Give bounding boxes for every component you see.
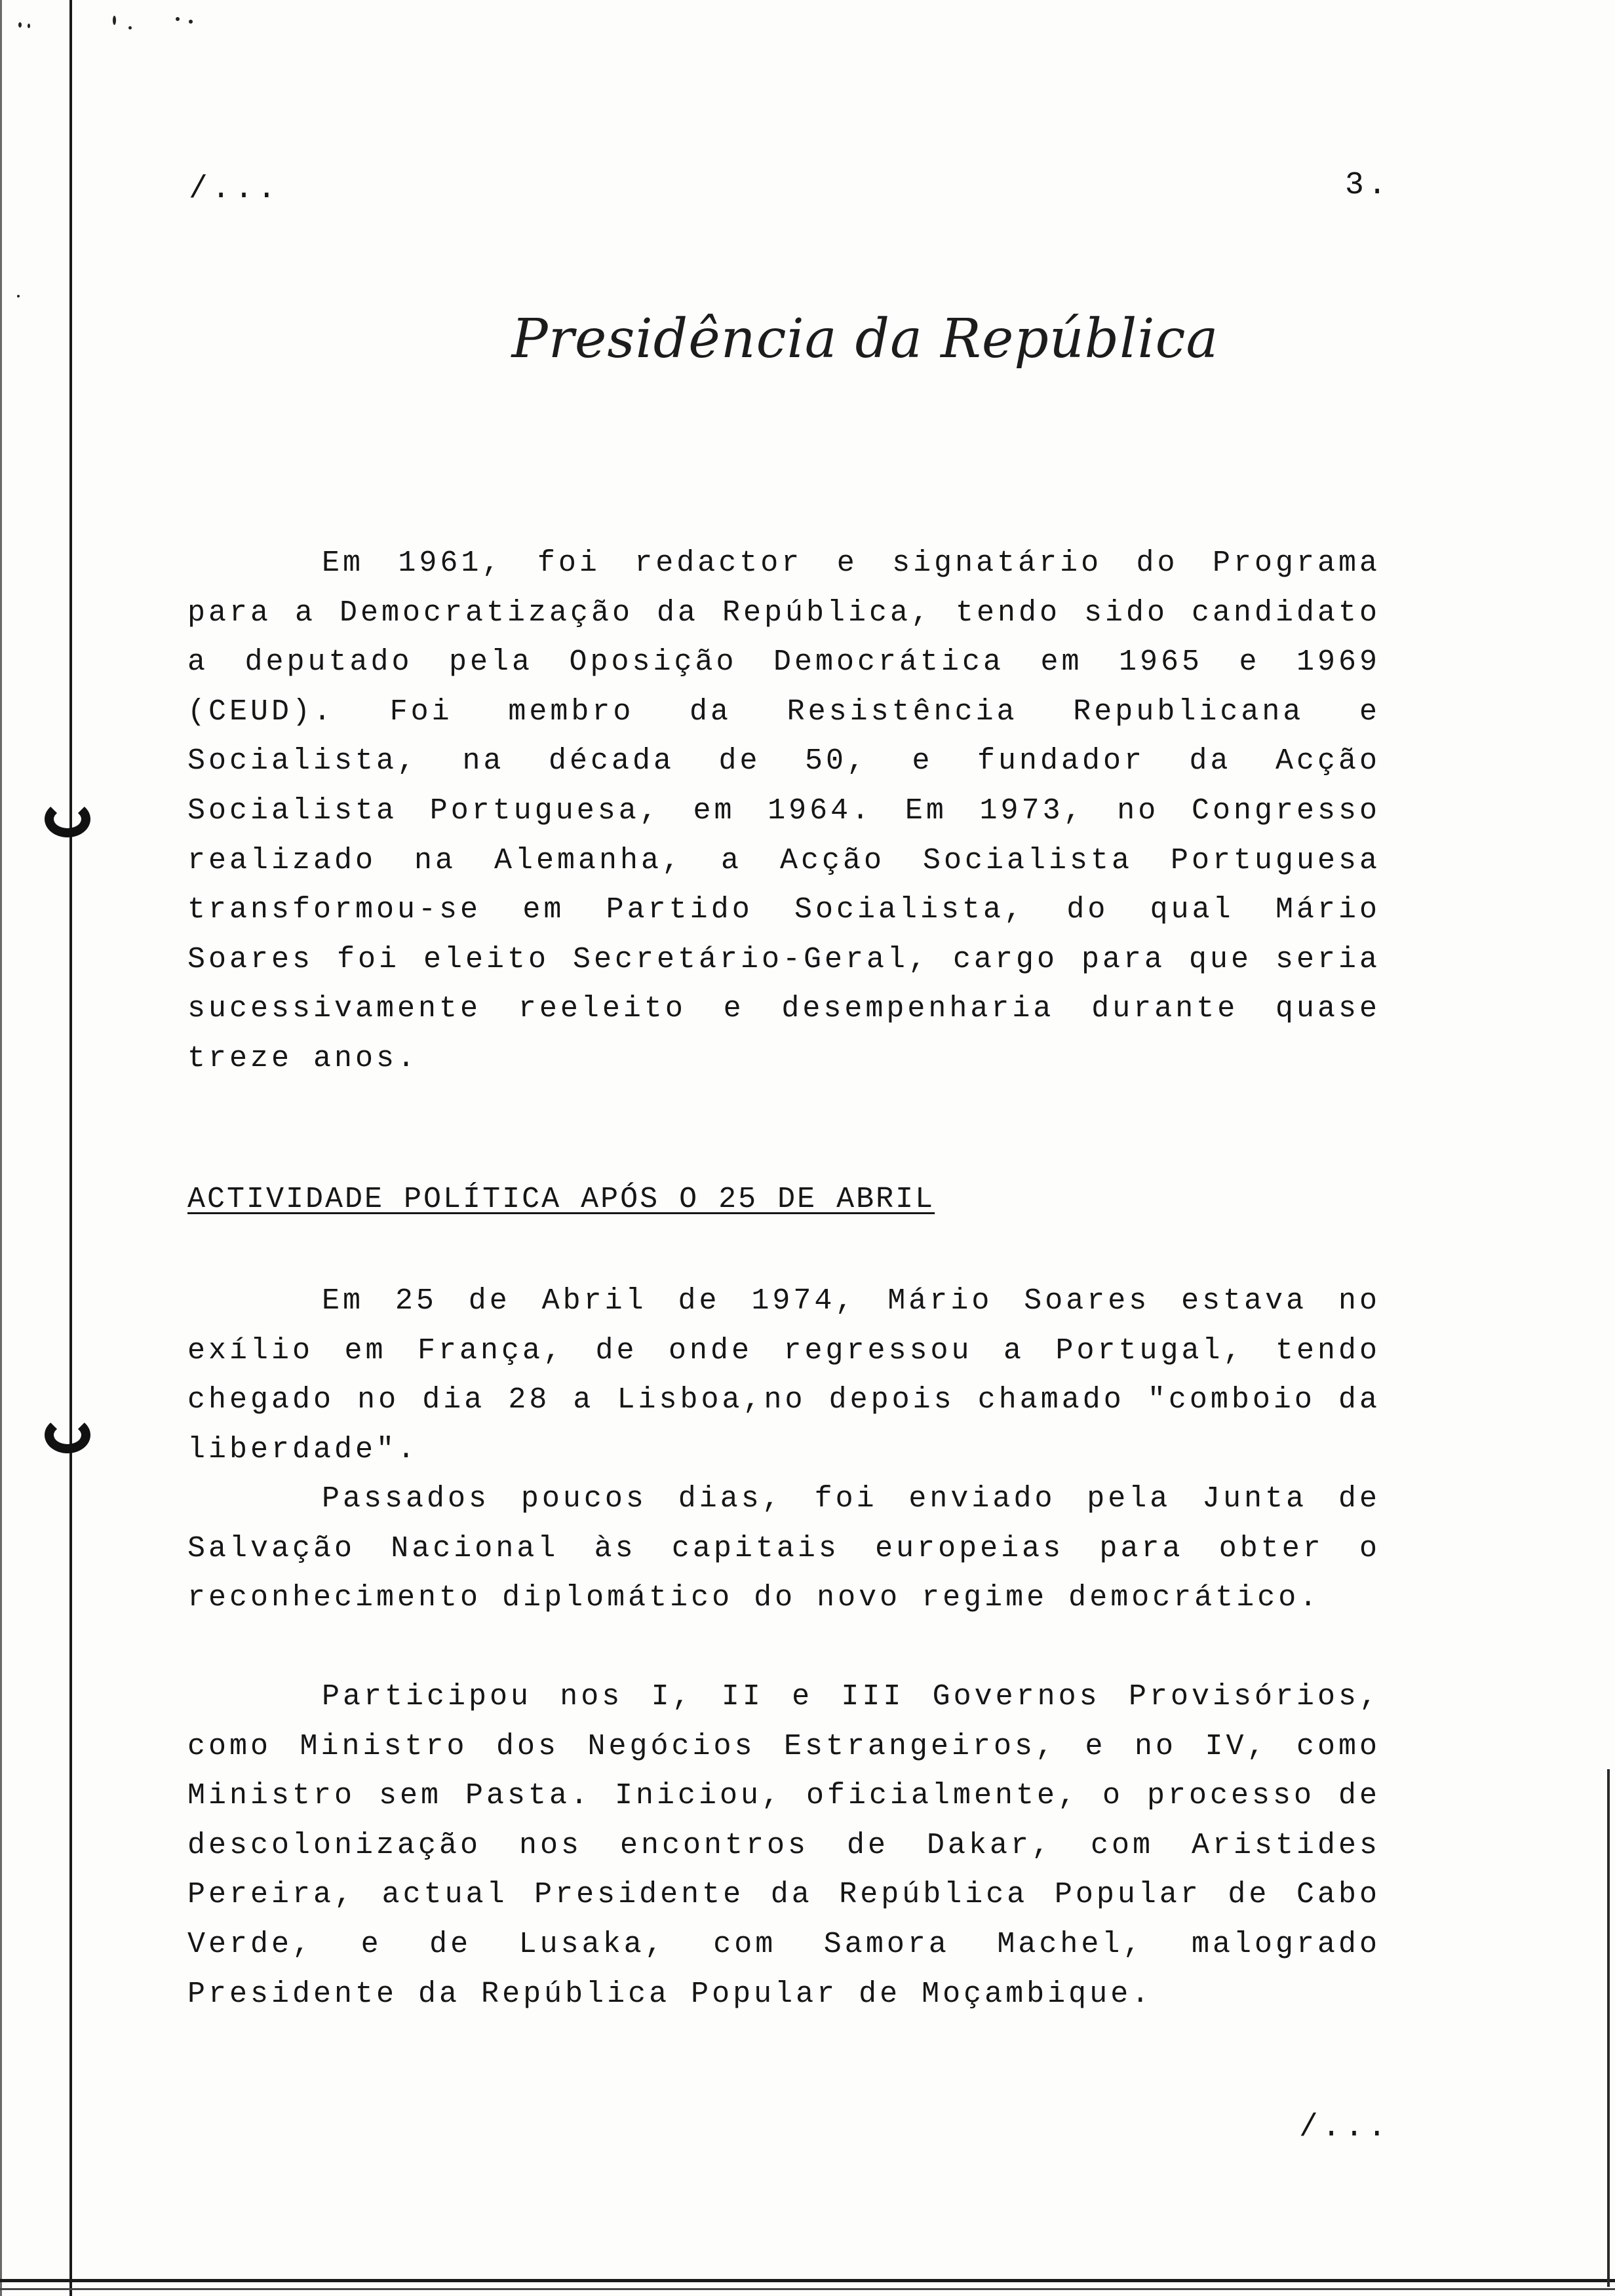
section-heading: ACTIVIDADE POLÍTICA APÓS O 25 DE ABRIL [187,1183,935,1216]
punch-hole-mark [45,1417,90,1453]
paragraph-junta-salvacao: Passados poucos dias, foi enviado pela Junta de Salvação Nacional às capitais europeias para obter o reconhecimento diplomático do novo regime democrático. [187,1482,1380,1615]
paragraph-1961: Em 1961, foi redactor e signatário do Programa para a Democratização da República, tendo sido candidato a deputado pela Oposição Democrática em 1965 e 1969 (CEUD). Foi membro da Resistência Republicana e Socialista, na década de 50, e fundador da Acção Socialista Portuguesa, em 1964. Em 1973, no Congresso realizado na Alemanha, a Acção Socialista Portuguesa transformou-se em Partido Socialista, do qual Mário Soares foi eleito Secretário-Geral, cargo para que seria sucessivamente reeleito e desempenharia durante quase treze anos. [187,546,1380,1075]
scan-edge-bottom-lower [0,2288,1615,2290]
scan-edge-left-outer [0,0,2,2296]
scan-speck [18,22,22,28]
continuation-mark-top: /... [189,172,281,207]
paragraph-governos-provisorios: Participou nos I, II e III Governos Provisórios, como Ministro dos Negócios Estrangeiros, e no IV, como Ministro sem Pasta. Iniciou, oficialmente, o processo de descolonização nos encontros de Dakar, com Aristides Pereira, actual Presidente da República Popular de Cabo Verde, e de Lusaka, com Samora Machel, malogrado Presidente da República Popular de Moçambique. [187,1680,1380,2011]
scan-edge-bottom [0,2279,1615,2282]
scan-edge-left [69,0,72,2296]
scan-speck [113,16,116,25]
scan-speck [176,17,180,21]
continuation-mark-bottom: /... [1299,2110,1391,2145]
page-number: 3. [1345,168,1391,203]
scan-speck [17,295,20,297]
punch-hole-mark [45,801,90,837]
scan-speck [128,26,132,29]
letterhead-presidencia: Presidência da República [511,308,1219,370]
scan-edge-right [1607,1769,1610,2287]
scan-speck [189,20,193,24]
paragraph-25-abril: Em 25 de Abril de 1974, Mário Soares estava no exílio em França, de onde regressou a Portugal, tendo chegado no dia 28 a Lisboa,no depois chamado "comboio da liberdade". [187,1284,1380,1466]
scan-speck [28,24,30,28]
